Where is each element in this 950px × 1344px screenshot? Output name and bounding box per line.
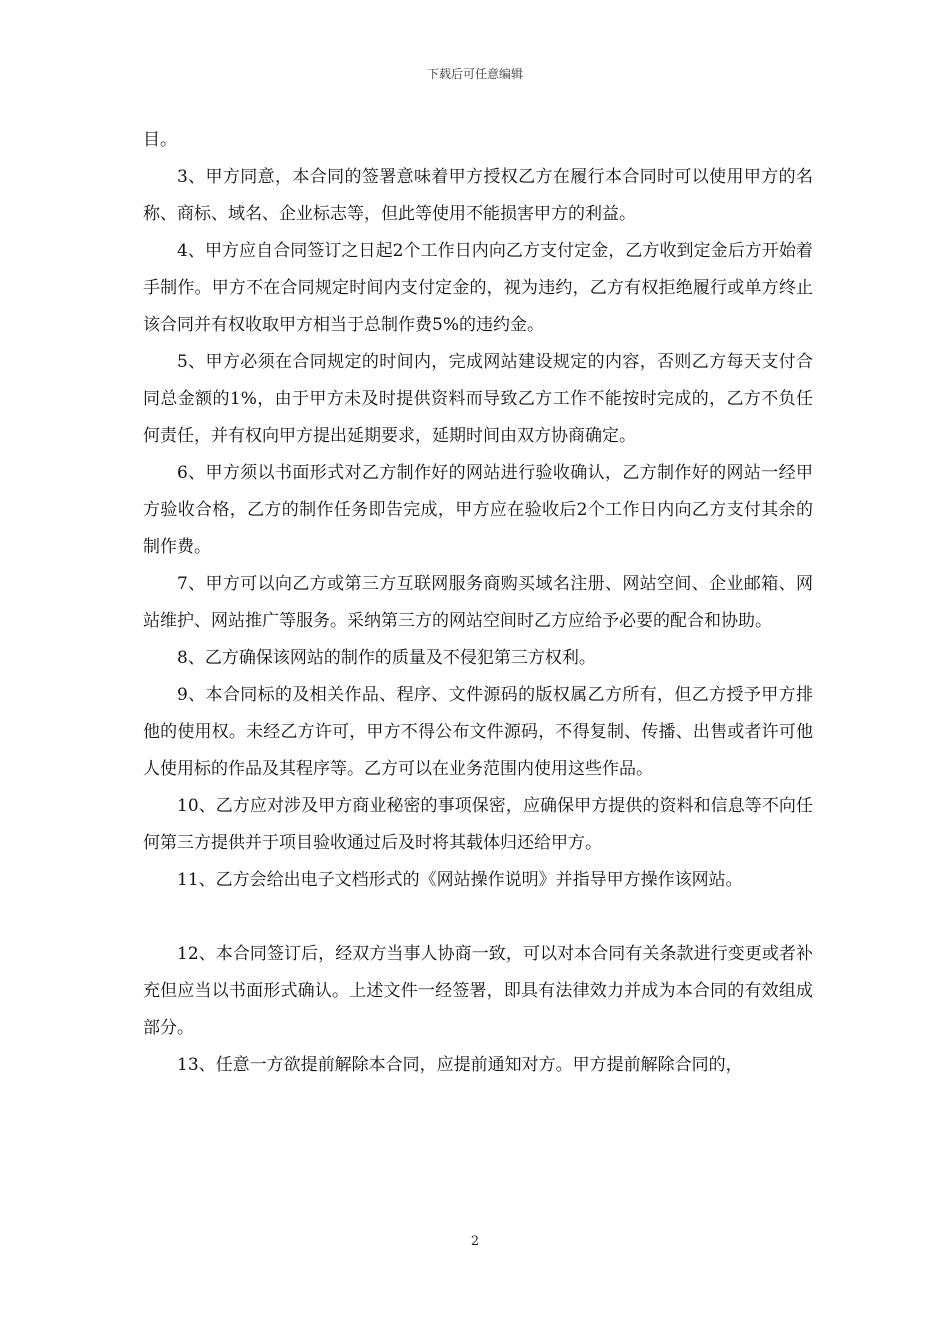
- clause-11: 11、乙方会给出电子文档形式的《网站操作说明》并指导甲方操作该网站。: [177, 870, 743, 890]
- clause-9: 9、本合同标的及相关作品、程序、文件源码的版权属乙方所有，但乙方授予甲方排他的使用权。未经乙方许可，甲方不得公布文件源码，不得复制、传播、出售或者许可他人使用标的作品及其程序等。乙方可以在业务范围内使用这些作品。: [143, 685, 813, 779]
- clause-3: 3、甲方同意，本合同的签署意味着甲方授权乙方在履行本合同时可以使用甲方的名称、商标、域名、企业标志等，但此等使用不能损害甲方的利益。: [143, 167, 813, 224]
- clause-7: 7、甲方可以向乙方或第三方互联网服务商购买域名注册、网站空间、企业邮箱、网站维护、网站推广等服务。采纳第三方的网站空间时乙方应给予必要的配合和协助。: [143, 574, 813, 631]
- clause-10: 10、乙方应对涉及甲方商业秘密的事项保密，应确保甲方提供的资料和信息等不向任何第三方提供并于项目验收通过后及时将其载体归还给甲方。: [143, 796, 813, 853]
- clause-6: 6、甲方须以书面形式对乙方制作好的网站进行验收确认，乙方制作好的网站一经甲方验收合格，乙方的制作任务即告完成，甲方应在验收后2个工作日内向乙方支付其余的制作费。: [143, 463, 813, 557]
- page-number: 2: [470, 1234, 480, 1249]
- page-header-note: 下载后可任意编辑: [426, 67, 523, 81]
- paragraph-continuation: 目。: [143, 130, 177, 150]
- clause-4: 4、甲方应自合同签订之日起2个工作日内向乙方支付定金，乙方收到定金后方开始着手制作。甲方不在合同规定时间内支付定金的，视为违约，乙方有权拒绝履行或单方终止该合同并有权收取甲方相当于总制作费5%的违约金。: [143, 241, 813, 335]
- clause-5: 5、甲方必须在合同规定的时间内，完成网站建设规定的内容，否则乙方每天支付合同总金额的1%，由于甲方未及时提供资料而导致乙方工作不能按时完成的，乙方不负任何责任，并有权向甲方提出延期要求，延期时间由双方协商确定。: [143, 352, 813, 446]
- clause-8: 8、乙方确保该网站的制作的质量及不侵犯第三方权利。: [177, 648, 596, 668]
- clause-13: 13、任意一方欲提前解除本合同，应提前通知对方。甲方提前解除合同的，: [177, 1055, 743, 1075]
- contract-body: [143, 122, 813, 1084]
- clause-12: 12、本合同签订后，经双方当事人协商一致，可以对本合同有关条款进行变更或者补充但应当以书面形式确认。上述文件一经签署，即具有法律效力并成为本合同的有效组成部分。: [143, 944, 813, 1038]
